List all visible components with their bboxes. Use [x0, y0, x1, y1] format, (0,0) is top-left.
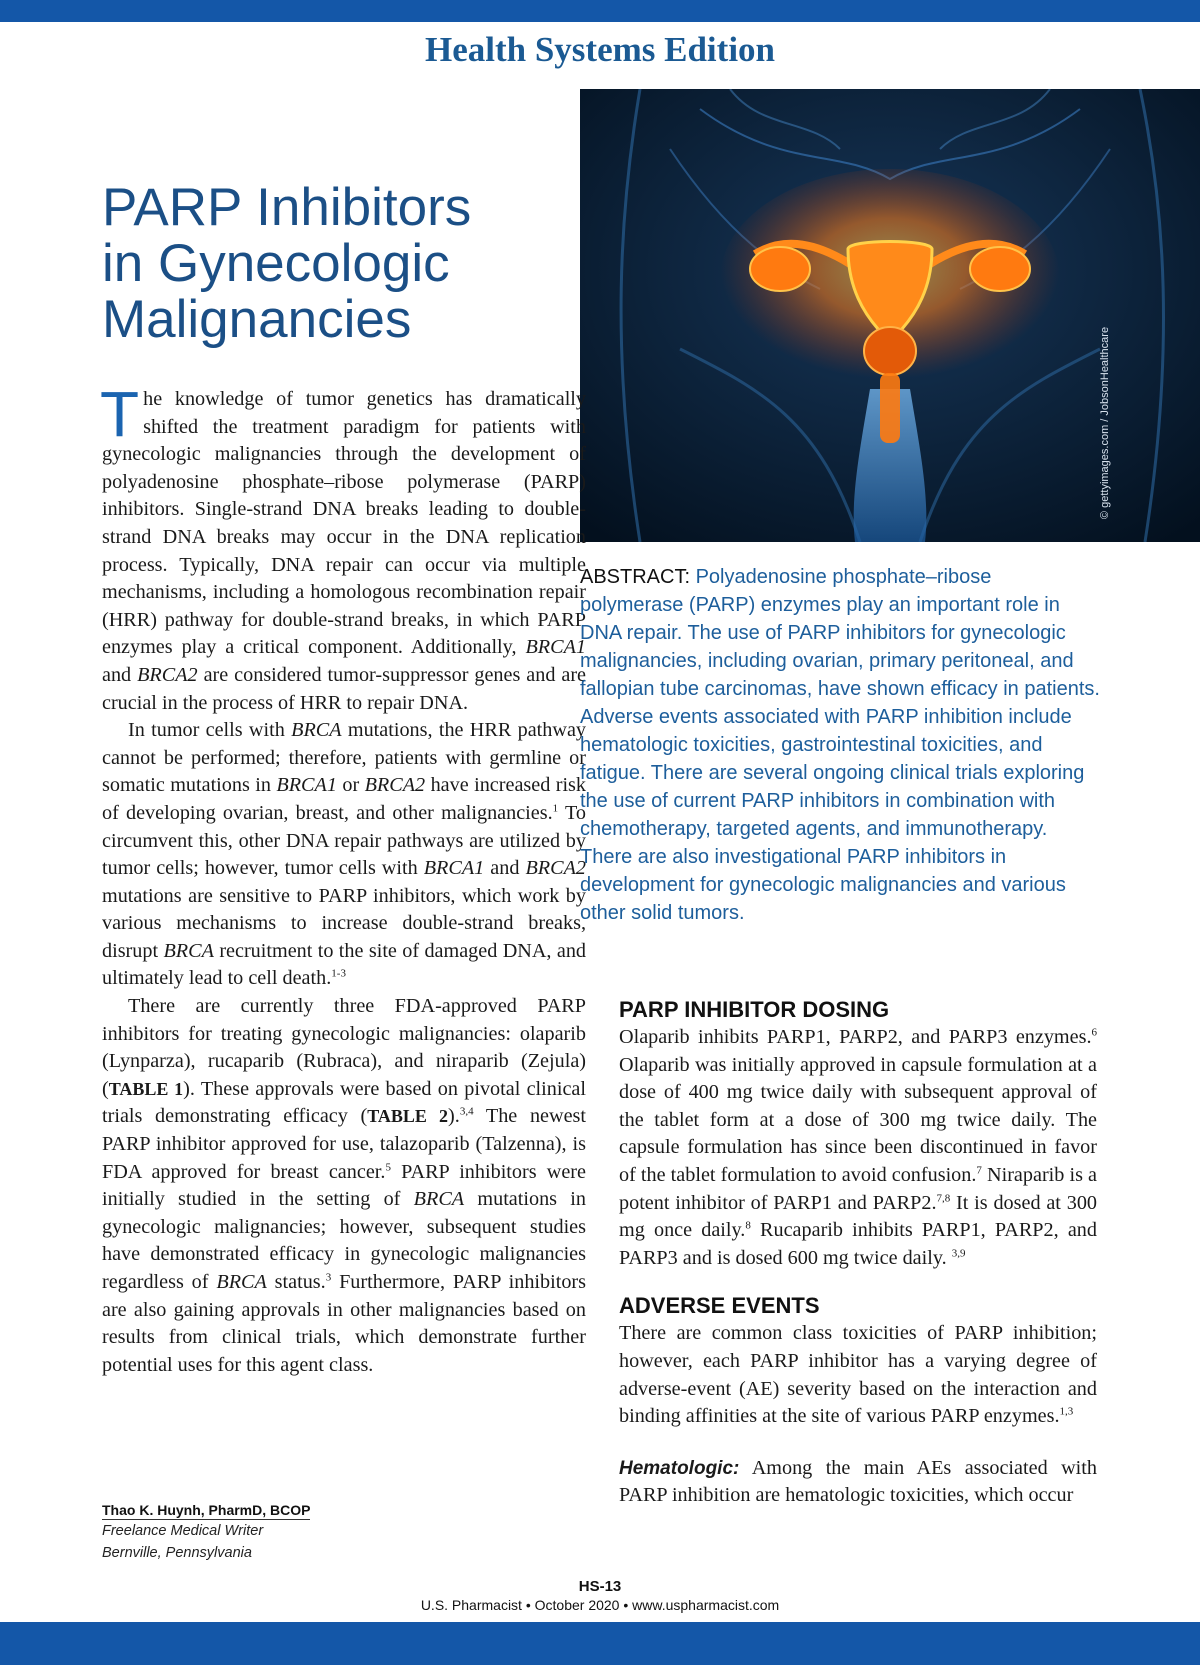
- title-line-1: PARP Inhibitors: [102, 178, 472, 237]
- right-column-body: [619, 996, 1097, 1510]
- hematologic-paragraph: Hematologic: Among the main AEs associated with PARP inhibition are hematologic toxicities, which occur: [619, 1456, 1097, 1507]
- footer-publication-line: U.S. Pharmacist • October 2020 • www.uspharmacist.com: [420, 1597, 780, 1613]
- table-1-ref: TABLE 1: [108, 1078, 184, 1099]
- author-role: Freelance Medical Writer: [102, 1523, 264, 1539]
- table-2-ref: TABLE 2: [367, 1106, 449, 1127]
- section-heading-adverse-events: ADVERSE EVENTS: [619, 1293, 820, 1319]
- author-name: Thao K. Huynh, PharmD, BCOP: [102, 1502, 311, 1518]
- page-number: HS-13: [578, 1578, 622, 1595]
- body-paragraph-2: In tumor cells with BRCA mutations, the HRR pathway cannot be performed; therefore, patients with germline or somatic mutations in BRCA1 or BRCA2 have increased risk of developing ovarian, breast, and other malignancies.$^1$ To circumvent this, other DNA repair pathways are utilized by tumor cells; however, tumor cells with BRCA1 and BRCA2 mutations are sensitive to PARP inhibitors, which work by various mechanisms to increase double-strand breaks, disrupt BRCA recruitment to the site of damaged DNA, and ultimately lead to cell death.$^{1-3}$: [102, 719, 587, 990]
- abstract-label: ABSTRACT:: [580, 566, 691, 588]
- author-location: Bernville, Pennsylvania: [102, 1545, 252, 1561]
- title-line-3: Malignancies: [102, 290, 412, 349]
- author-block: [102, 1502, 362, 1564]
- body-paragraph-1: The knowledge of tumor genetics has dramatically shifted the treatment paradigm for patients with gynecologic malignancies through the development of polyadenosine phosphate–ribose polymerase (PARP) inhibitors. Single-strand DNA breaks leading to double-strand DNA breaks may occur in the DNA replication process. Typically, DNA repair can occur via multiple mechanisms, including a homologous recombination repair (HRR) pathway for double-strand breaks, in which PARP enzymes play a critical component. Additionally, BRCA1 and BRCA2 are considered tumor-suppressor genes and are crucial in the process of HRR to repair DNA.: [100, 378, 586, 714]
- drop-cap: T: [100, 378, 140, 450]
- abstract: [580, 563, 1100, 927]
- article-title: [102, 180, 562, 348]
- bottom-color-bar: [0, 1622, 1200, 1665]
- abstract-text: Polyadenosine phosphate–ribose polymerase (PARP) enzymes play an important role in DNA repair. The use of PARP inhibitors for gynecologic malignancies, including ovarian, primary peritoneal, and fallopian tube carcinomas, have shown efficacy in patients. Adverse events associated with PARP inhibition include hematologic toxicities, gastrointestinal toxicities, and fatigue. There are several ongoing clinical trials exploring the use of current PARP inhibitors in combination with chemotherapy, targeted agents, and immunotherapy. There are also investigational PARP inhibitors in development for gynecologic malignancies and various other solid tumors.: [580, 566, 1100, 924]
- hematologic-label: Hematologic:: [619, 1457, 740, 1479]
- left-column-body: [100, 378, 587, 1379]
- adverse-paragraph: There are common class toxicities of PARP inhibition; however, each PARP inhibitor has a varying degree of adverse-event (AE) severity based on the interaction and binding affinities at the site of various PARP enzymes.$^{1,3}$: [619, 1322, 1097, 1428]
- title-line-2: in Gynecologic: [102, 234, 450, 293]
- body-paragraph-3: There are currently three FDA-approved PARP inhibitors for treating gynecologic malignancies: olaparib (Lynparza), rucaparib (Rubraca), and niraparib (Zejula) (TABLE 1). These approvals were based on pivotal clinical trials demonstrating efficacy (TABLE 2).$^{3,4}$ The newest PARP inhibitor approved for use, talazoparib (Talzenna), is FDA approved for breast cancer.$^5$ PARP inhibitors were initially studied in the setting of BRCA mutations in gynecologic malignancies; however, subsequent studies have demonstrated efficacy in gynecologic malignancies regardless of BRCA status.$^3$ Furthermore, PARP inhibitors are also gaining approvals in other malignancies based on results from clinical trials, which demonstrate further potential uses for this agent class.: [102, 995, 587, 1376]
- section-heading-dosing: PARP INHIBITOR DOSING: [619, 997, 890, 1022]
- edition-header: Health Systems Edition: [424, 30, 776, 69]
- photo-credit: © gettyimages.com / JobsonHealthcare: [1099, 326, 1111, 520]
- dosing-paragraph: Olaparib inhibits PARP1, PARP2, and PARP3 enzymes.$^6$ Olaparib was initially approved in capsule formulation at a dose of 400 mg twice daily with subsequent approval of the tablet form at a dose of 300 mg twice daily. The capsule formulation has since been discontinued in favor of the tablet formulation to avoid confusion.$^7$ Niraparib is a potent inhibitor of PARP1 and PARP2.$^{7,8}$ It is dosed at 300 mg once daily.$^8$ Rucaparib inhibits PARP1, PARP2, and PARP3 and is dosed 600 mg twice daily. $^{3,9}$: [619, 1026, 1098, 1269]
- top-color-bar: [0, 0, 1200, 22]
